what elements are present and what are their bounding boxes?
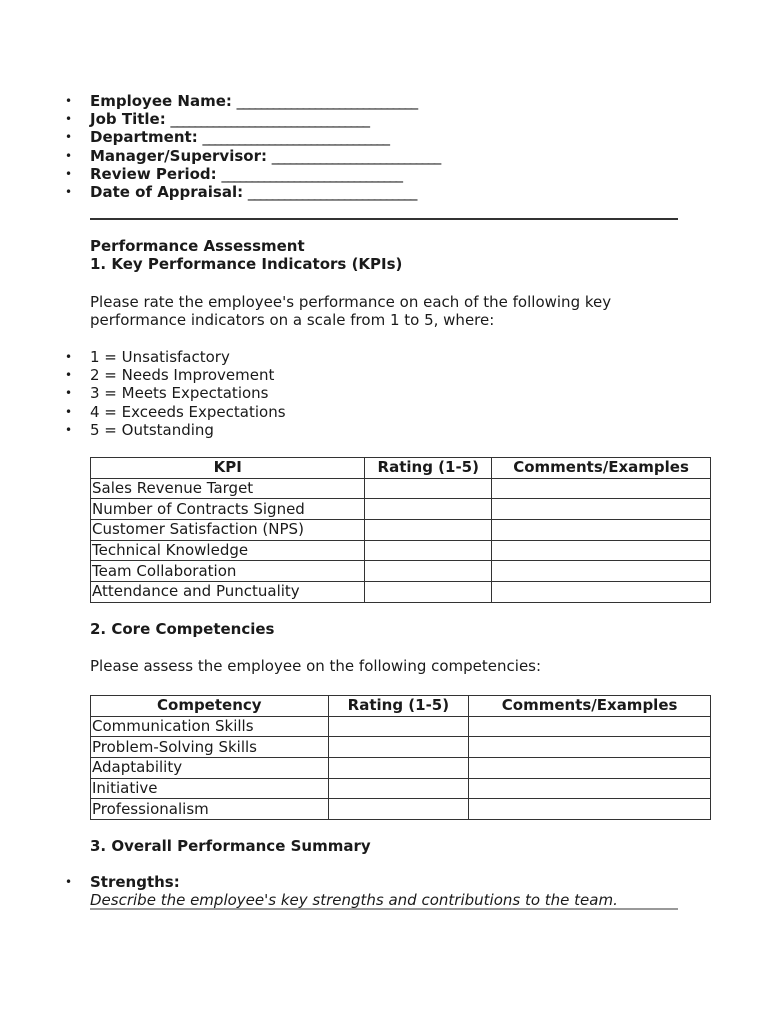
field-label: Date of Appraisal: [90,183,244,202]
column-header: KPI [91,458,365,479]
table-row [91,582,711,603]
comments-cell[interactable] [492,478,711,499]
table-row [91,716,711,737]
table-row [91,478,711,499]
comments-cell[interactable] [469,737,711,758]
column-header: Rating (1-5) [365,458,492,479]
competency-table [90,695,711,820]
field-blank[interactable]: _________________________________ [170,110,369,129]
kpi-name: Number of Contracts Signed [91,499,365,520]
column-header: Competency [91,696,329,717]
comments-cell[interactable] [492,540,711,561]
table-row [91,778,711,799]
table-header-row [91,696,711,717]
comments-cell[interactable] [469,778,711,799]
section-title: Performance Assessment [90,237,305,255]
comments-cell[interactable] [469,716,711,737]
field-blank[interactable]: ______________________________ [221,164,402,183]
kpi-name: Technical Knowledge [91,540,365,561]
competency-name: Communication Skills [91,716,329,737]
review-period-field[interactable] [62,165,440,183]
strengths-item [62,873,618,909]
competency-name: Problem-Solving Skills [91,737,329,758]
rating-cell[interactable] [328,716,469,737]
field-blank[interactable]: ______________________________ [236,92,417,110]
strengths-prompt: Describe the employee's key strengths and contributions to the team. [90,891,618,910]
table-row [91,799,711,820]
rating-scale-list [62,348,286,439]
section-divider [90,218,678,220]
field-label: Employee Name: [90,92,232,110]
kpi-name: Sales Revenue Target [91,478,365,499]
column-header: Comments/Examples [492,458,711,479]
rating-cell[interactable] [328,737,469,758]
competency-intro: Please assess the employee on the following competencies: [90,657,542,675]
rating-cell[interactable] [365,520,492,541]
comments-cell[interactable] [492,520,711,541]
competency-heading: 2. Core Competencies [90,620,275,638]
competency-name: Initiative [91,778,329,799]
kpi-name: Customer Satisfaction (NPS) [91,520,365,541]
appraisal-date-field[interactable] [62,183,440,201]
table-row [91,561,711,582]
rating-cell[interactable] [328,758,469,779]
field-blank[interactable]: ____________________________ [247,183,416,202]
column-header: Comments/Examples [469,696,711,717]
scale-item: • 3 = Meets Expectations [62,384,286,402]
field-label: Review Period: [90,164,217,183]
kpi-intro: Please rate the employee's performance on each of the following key performance indicators on a scale from 1 to 5, where: [90,293,612,329]
manager-field[interactable] [62,147,440,165]
rating-cell[interactable] [365,561,492,582]
table-row [91,520,711,541]
table-row [91,499,711,520]
column-header: Rating (1-5) [328,696,469,717]
scale-item: • 1 = Unsatisfactory [62,348,286,366]
summary-list [62,873,618,909]
employee-name-field[interactable] [62,92,440,110]
kpi-table [90,457,711,603]
scale-item: • 5 = Outstanding [62,421,286,439]
field-blank[interactable]: ____________________________ [271,146,440,165]
scale-item: • 2 = Needs Improvement [62,366,286,384]
rating-cell[interactable] [365,582,492,603]
comments-cell[interactable] [492,499,711,520]
summary-heading: 3. Overall Performance Summary [90,837,371,855]
kpi-name: Attendance and Punctuality [91,582,365,603]
field-label: Manager/Supervisor: [90,146,267,165]
rating-cell[interactable] [328,778,469,799]
field-blank[interactable]: _______________________________ [202,128,389,147]
employee-info-list [62,92,440,201]
field-label: Department: [90,128,198,147]
strengths-answer-line[interactable] [90,908,678,910]
table-row [91,758,711,779]
comments-cell[interactable] [492,561,711,582]
kpi-name: Team Collaboration [91,561,365,582]
table-header-row [91,458,711,479]
competency-name: Adaptability [91,758,329,779]
field-label: Job Title: [90,110,166,129]
scale-item: • 4 = Exceeds Expectations [62,403,286,421]
kpi-heading: 1. Key Performance Indicators (KPIs) [90,255,403,273]
rating-cell[interactable] [365,478,492,499]
job-title-field[interactable] [62,110,440,128]
department-field[interactable] [62,128,440,146]
table-row [91,737,711,758]
strengths-label: Strengths: [90,873,180,891]
rating-cell[interactable] [365,499,492,520]
comments-cell[interactable] [492,582,711,603]
rating-cell[interactable] [328,799,469,820]
rating-cell[interactable] [365,540,492,561]
comments-cell[interactable] [469,799,711,820]
table-row [91,540,711,561]
comments-cell[interactable] [469,758,711,779]
competency-name: Professionalism [91,799,329,820]
